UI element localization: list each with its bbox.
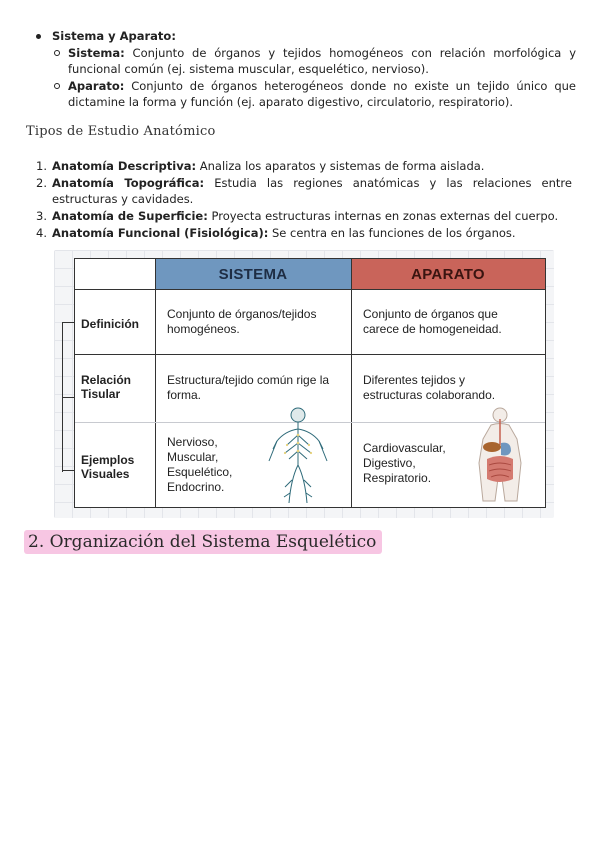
list-number: 2.	[36, 176, 47, 190]
table-cell: Diferentes tejidos y estructuras colaborando.	[363, 373, 496, 402]
section-heading: Sistema y Aparato:	[52, 29, 176, 43]
circle-bullet-icon	[54, 50, 60, 56]
comparison-table	[74, 258, 546, 508]
digestive-system-icon	[461, 405, 539, 505]
term: Anatomía Topográfica:	[52, 176, 205, 190]
subheading: Tipos de Estudio Anatómico	[26, 124, 216, 139]
bullet-icon	[36, 34, 41, 39]
column-header-sistema: SISTEMA	[155, 259, 351, 289]
term: Anatomía Descriptiva:	[52, 159, 197, 173]
study-types-list	[36, 158, 572, 242]
table-cell: Estructura/tejido común rige la forma.	[167, 373, 330, 402]
list-item	[36, 175, 572, 207]
table-corner	[75, 259, 155, 289]
column-divider	[155, 259, 156, 507]
list-number: 4.	[36, 226, 47, 240]
list-number: 3.	[36, 209, 47, 223]
table-cell: Conjunto de órganos/tejidos homogéneos.	[167, 307, 317, 336]
definition: Conjunto de órganos y tejidos homogéneos con relación morfológica y funcional común (ej. sistema muscular, esquelético, nervioso).	[68, 46, 576, 76]
row-label: Definición	[81, 317, 140, 331]
term: Anatomía Funcional (Fisiológica):	[52, 226, 269, 240]
list-item	[36, 208, 572, 224]
circle-bullet-icon	[54, 83, 60, 89]
list-item	[68, 45, 576, 77]
definition: Conjunto de órganos heterogéneos donde no existe un tejido único que dictamine la forma y función (ej. aparato digestivo, circulatorio, respiratorio).	[68, 79, 576, 109]
sistema-aparato-section	[36, 28, 576, 110]
term: Sistema:	[68, 46, 125, 60]
column-divider	[351, 259, 352, 507]
nervous-system-icon	[259, 405, 337, 505]
list-item	[68, 78, 576, 110]
definition: Analiza los aparatos y sistemas de forma aislada.	[196, 159, 485, 173]
row-bracket	[62, 322, 74, 472]
row-divider	[75, 289, 545, 290]
row-label: Relación Tisular	[81, 373, 132, 401]
list-item	[36, 158, 572, 174]
section-title: 2. Organización del Sistema Esquelético	[24, 530, 382, 554]
term: Anatomía de Superficie:	[52, 209, 208, 223]
term: Aparato:	[68, 79, 125, 93]
table-cell: Nervioso, Muscular, Esquelético, Endocrino.	[167, 435, 233, 494]
list-number: 1.	[36, 159, 47, 173]
table-cell: Conjunto de órganos que carece de homogeneidad.	[363, 307, 502, 336]
row-divider	[75, 354, 545, 355]
definition: Se centra en las funciones de los órganos.	[268, 226, 516, 240]
column-header-aparato: APARATO	[351, 259, 545, 289]
row-label: Ejemplos Visuales	[81, 453, 135, 481]
definition: Proyecta estructuras internas en zonas externas del cuerpo.	[207, 209, 559, 223]
list-item	[36, 225, 572, 241]
definition: Estudia las regiones anatómicas y las relaciones entre estructuras y cavidades.	[52, 176, 572, 206]
table-cell: Cardiovascular, Digestivo, Respiratorio.	[363, 441, 446, 485]
